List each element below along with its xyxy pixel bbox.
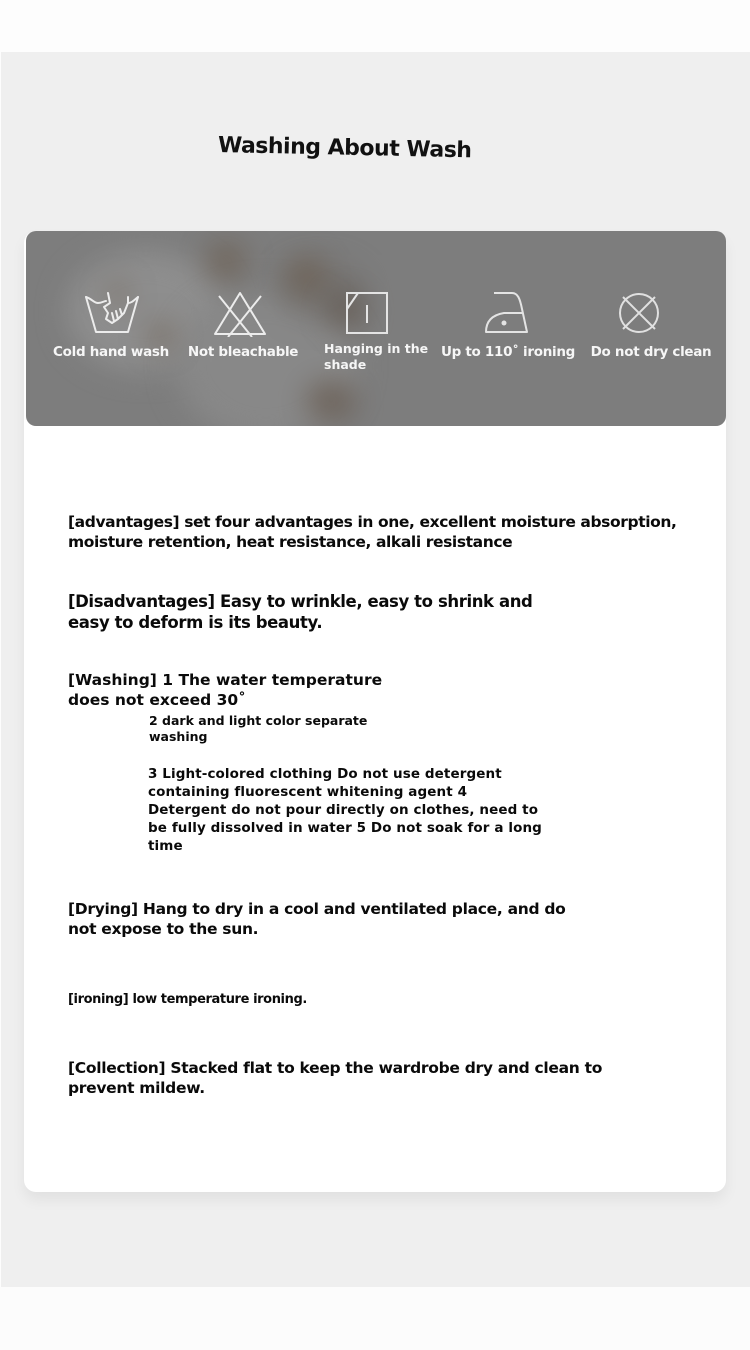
collection-text: [Collection] Stacked flat to keep the wardrobe dry and clean to prevent mildew. [68, 1059, 603, 1097]
care-label: Do not dry clean [590, 344, 712, 360]
line-dry-shade-icon [346, 291, 390, 340]
hand-wash-icon [84, 291, 140, 340]
advantages-text: [advantages] set four advantages in one, excellent moisture absorption, moisture retention, heat resistance, alkali resistance [68, 513, 677, 551]
care-item-shade-dry [324, 231, 434, 426]
ironing-text: [ironing] low temperature ironing. [68, 992, 307, 1007]
care-label: Hanging in the shade [324, 341, 429, 372]
top-margin [0, 0, 750, 52]
care-symbols-banner [26, 231, 726, 426]
drying-text: [Drying] Hang to dry in a cool and ventilated place, and do not expose to the sun. [68, 900, 566, 938]
washing-text-3: 3 Light-colored clothing Do not use detergent containing fluorescent whitening agent 4 Detergent do not pour directly on clothes, need to be fully dissolved in water 5 Do not soak for a long time [148, 766, 542, 854]
care-label: Up to 110˚ ironing [440, 344, 576, 360]
care-item-no-dry-clean [591, 231, 711, 426]
care-item-no-bleach [188, 231, 298, 426]
disadvantages-text: [Disadvantages] Easy to wrinkle, easy to shrink and easy to deform is its beauty. [68, 592, 533, 632]
washing-text-1: [Washing] 1 The water temperature does not exceed 30˚ [68, 671, 383, 709]
care-label: Cold hand wash [53, 344, 169, 360]
page-title: Washing About Wash [217, 133, 472, 164]
care-item-hand-wash [53, 231, 169, 426]
washing-text-2: 2 dark and light color separate washing [149, 713, 368, 744]
iron-low-icon [484, 291, 530, 340]
bottom-margin [0, 1287, 750, 1350]
no-bleach-icon [212, 291, 268, 342]
no-dry-clean-icon [617, 291, 661, 340]
care-label: Not bleachable [187, 344, 299, 360]
care-item-iron [438, 231, 578, 426]
